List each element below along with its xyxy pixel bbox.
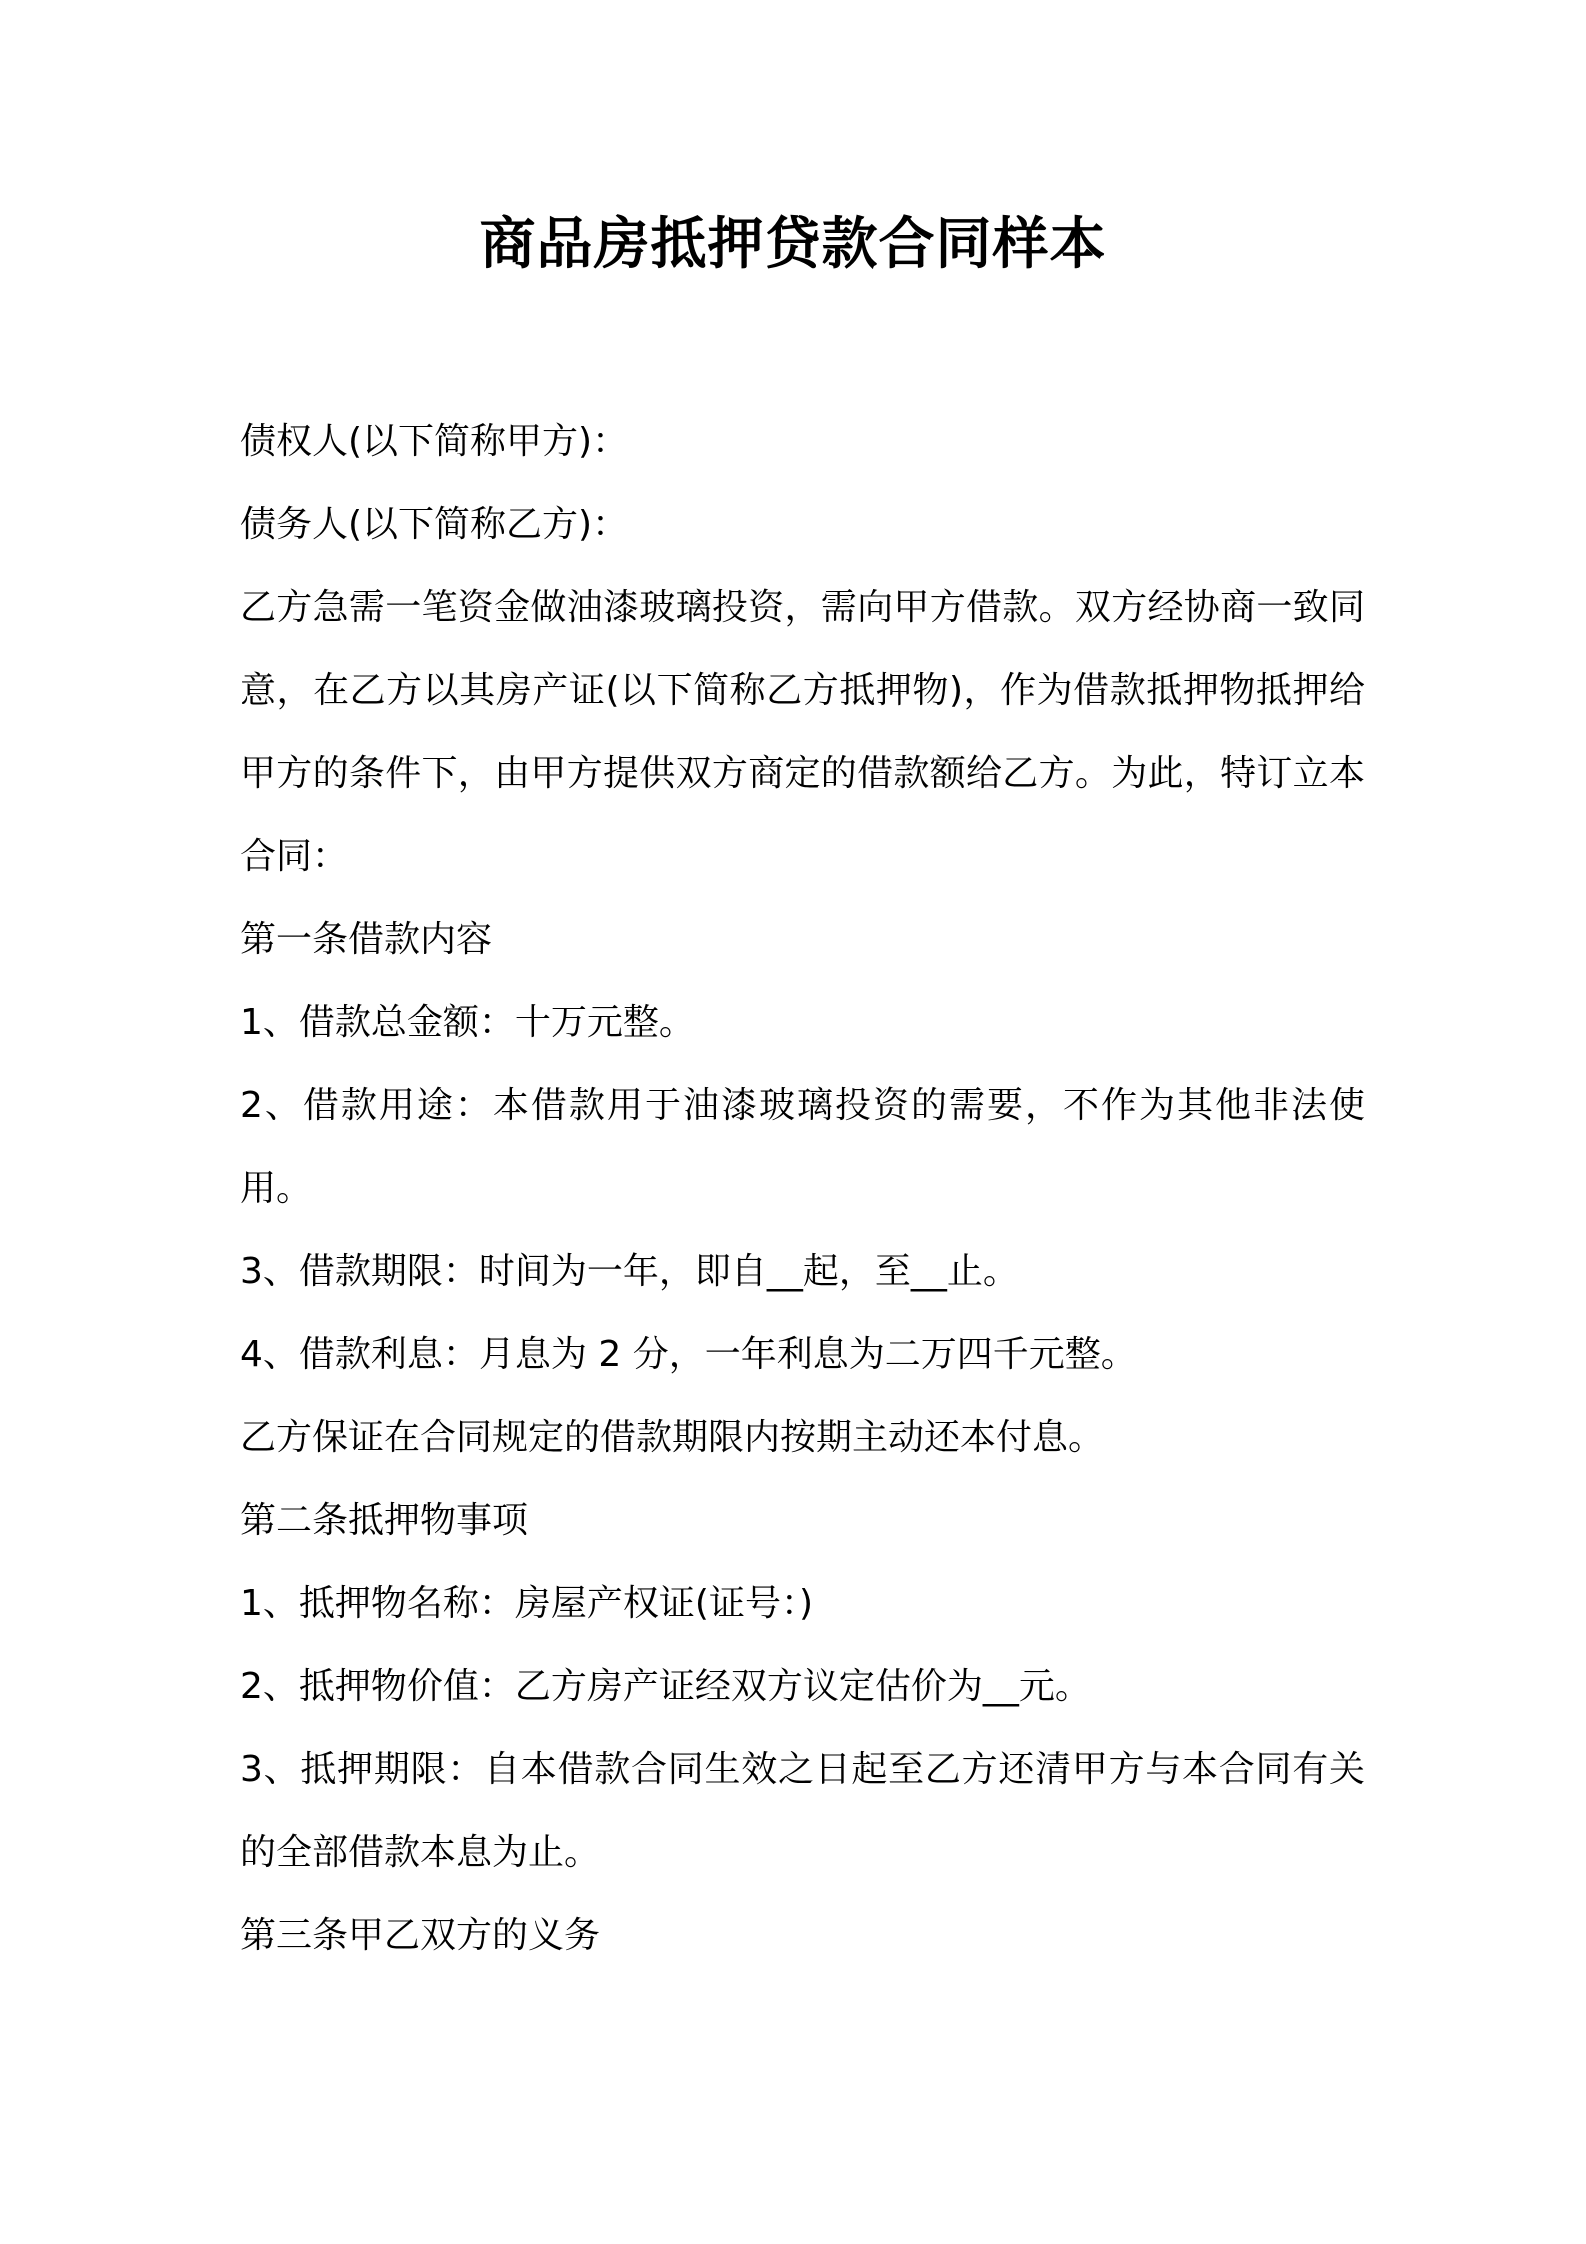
article-1-heading: 第一条借款内容 <box>240 919 493 960</box>
debtor-line: 债务人(以下简称乙方)： <box>240 504 629 545</box>
article-2-item-2: 2、抵押物价值：乙方房产证经双方议定估价为__元。 <box>240 1666 1091 1707</box>
article-3-heading: 第三条甲乙双方的义务 <box>240 1915 601 1956</box>
article-1-item-4: 4、借款利息：月息为 2 分，一年利息为二万四千元整。 <box>240 1334 1137 1375</box>
article-1-item-2: 2、借款用途：本借款用于油漆玻璃投资的需要，不作为其他非法使用。 <box>240 1085 1365 1209</box>
repayment-guarantee: 乙方保证在合同规定的借款期限内按期主动还本付息。 <box>240 1417 1105 1458</box>
document-title: 商品房抵押贷款合同样本 <box>479 212 1107 277</box>
article-2-item-1: 1、抵押物名称：房屋产权证(证号：) <box>240 1583 813 1624</box>
creditor-line: 债权人(以下简称甲方)： <box>240 421 629 462</box>
preamble-paragraph: 乙方急需一笔资金做油漆玻璃投资，需向甲方借款。双方经协商一致同意，在乙方以其房产证(以下简称乙方抵押物)，作为借款抵押物抵押给甲方的条件下，由甲方提供双方商定的借款额给乙方。为此，特订立本合同： <box>240 587 1365 877</box>
article-2-item-3: 3、抵押期限：自本借款合同生效之日起至乙方还清甲方与本合同有关的全部借款本息为止。 <box>240 1749 1365 1873</box>
article-2-heading: 第二条抵押物事项 <box>240 1500 529 1541</box>
article-1-item-1: 1、借款总金额：十万元整。 <box>240 1002 695 1043</box>
document-body <box>240 400 1365 1977</box>
article-1-item-3: 3、借款期限：时间为一年，即自__起，至__止。 <box>240 1251 1019 1292</box>
